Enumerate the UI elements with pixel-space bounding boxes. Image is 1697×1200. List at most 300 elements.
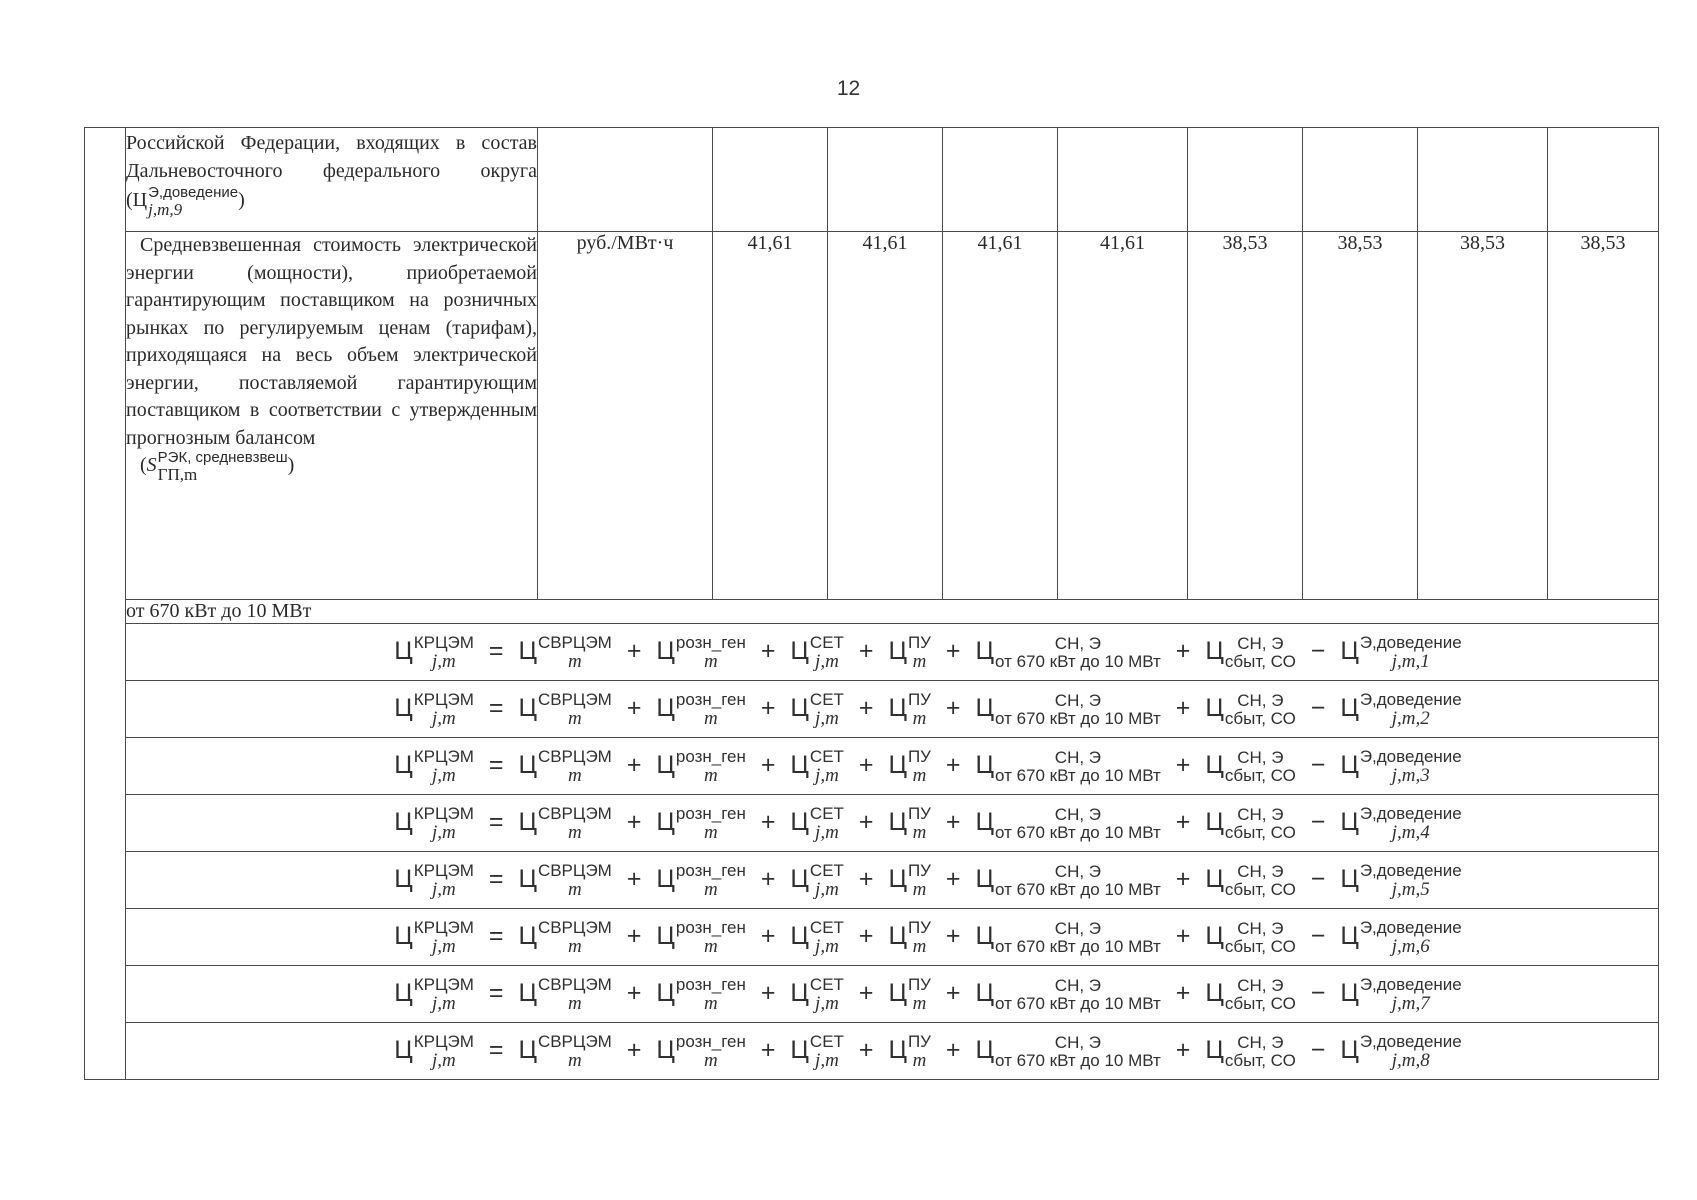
price-formula	[322, 1033, 1462, 1070]
empty-cell	[1188, 128, 1303, 232]
formula-term-t7-base: Ц	[1340, 807, 1359, 836]
formula-term-plus: +	[945, 921, 961, 950]
formula-term-plus: +	[760, 864, 776, 893]
formula-term-t7-sub: j,m,4	[1391, 821, 1430, 843]
formula-term-t4-sub: m	[912, 992, 927, 1014]
formula-term-t5-sup: СН, Э	[1054, 747, 1102, 767]
formula-term-t6-base: Ц	[1205, 1035, 1224, 1064]
formula-term-t2-sub: m	[704, 1049, 718, 1071]
formula-term-t1-base: Ц	[518, 1035, 537, 1064]
formula-term-t3-base: Ц	[790, 750, 809, 779]
formula-term-minus: −	[1310, 978, 1326, 1007]
formula-term-t6-sup: СН, Э	[1237, 747, 1284, 767]
formula-term-lhs-sup: КРЦЭМ	[413, 803, 474, 823]
formula-term-t6-sub: сбыт, СО	[1224, 708, 1296, 728]
formula-term-t6-sup: СН, Э	[1237, 633, 1284, 653]
formula-term-t5-base: Ц	[975, 807, 994, 836]
empty-cell	[538, 128, 713, 232]
formula-term-t1-sub: m	[568, 935, 582, 957]
formula-term-plus: +	[1175, 1035, 1191, 1064]
formula-sup: Э,доведение	[148, 184, 239, 201]
formula-term-t2-base: Ц	[656, 750, 675, 779]
formula-term-t3-base: Ц	[790, 693, 809, 722]
formula-term-plus: +	[626, 921, 642, 950]
formula-term-t6-sup: СН, Э	[1237, 1032, 1284, 1052]
formula-cell	[126, 681, 1659, 738]
formula-term-lhs-sub: j,m	[431, 764, 456, 786]
formula-term-t4-sup: ПУ	[907, 746, 931, 766]
formula-term-eq: =	[488, 750, 504, 779]
formula-term-t3-sub: j,m	[815, 821, 839, 843]
formula-term-plus: +	[760, 921, 776, 950]
formula-term-lhs-base: Ц	[394, 1035, 413, 1064]
empty-cell	[943, 128, 1058, 232]
continued-row	[85, 128, 1659, 232]
formula-term-lhs-base: Ц	[394, 921, 413, 950]
formula-term-t1-sub: m	[568, 764, 582, 786]
formula-term-t3-sup: СЕТ	[809, 974, 844, 994]
formula-term-t1-base: Ц	[518, 636, 537, 665]
formula-term-t2-sup: розн_ген	[675, 632, 746, 652]
value-cell: 41,61	[713, 232, 828, 600]
formula-cell	[126, 909, 1659, 966]
formula-term-t3-sup: СЕТ	[809, 746, 844, 766]
formula-term-plus: +	[760, 978, 776, 1007]
formula-term-t2-base: Ц	[656, 921, 675, 950]
formula-term-t1-base: Ц	[518, 864, 537, 893]
formula-term-t2-base: Ц	[656, 864, 675, 893]
formula-term-t1-base: Ц	[518, 807, 537, 836]
formula-term-plus: +	[626, 864, 642, 893]
formula-term-plus: +	[1175, 978, 1191, 1007]
empty-cell	[1418, 128, 1548, 232]
formula-term-t6-sup: СН, Э	[1237, 861, 1284, 881]
formula-term-t1-sub: m	[568, 878, 582, 900]
formula-term-plus: +	[760, 636, 776, 665]
formula-term-t7-sup: Э,доведение	[1359, 803, 1462, 823]
formula-close: )	[238, 189, 245, 212]
formula-term-t3-sup: СЕТ	[809, 803, 844, 823]
formula-term-t7-sup: Э,доведение	[1359, 689, 1462, 709]
formula-term-t6-sup: СН, Э	[1237, 804, 1284, 824]
price-formula	[322, 805, 1462, 842]
formula-term-t1-sup: СВРЦЭМ	[537, 974, 612, 994]
cost-description	[126, 232, 538, 600]
formula-term-plus: +	[626, 636, 642, 665]
formula-term-t7-sub: j,m,8	[1391, 1049, 1430, 1071]
formula-term-t2-base: Ц	[656, 807, 675, 836]
formula-term-t2-sup: розн_ген	[675, 746, 746, 766]
formula-term-t7-sub: j,m,7	[1391, 992, 1430, 1014]
formula-term-t4-sup: ПУ	[907, 803, 931, 823]
value-cell: 41,61	[1058, 232, 1188, 600]
left-margin-cell	[85, 128, 126, 1080]
formula-term-t3-base: Ц	[790, 1035, 809, 1064]
formula-term-t5-sup: СН, Э	[1054, 633, 1102, 653]
formula-term-t1-base: Ц	[518, 750, 537, 779]
value-cell: 38,53	[1418, 232, 1548, 600]
formula-term-t1-base: Ц	[518, 978, 537, 1007]
formula-term-t5-sup: СН, Э	[1054, 975, 1102, 995]
section-row	[85, 600, 1659, 624]
formula-term-t4-sup: ПУ	[907, 917, 931, 937]
formula-term-t5-sup: СН, Э	[1054, 804, 1102, 824]
formula-term-t1-sup: СВРЦЭМ	[537, 1031, 612, 1051]
formula-term-t7-base: Ц	[1340, 921, 1359, 950]
formula-term-lhs-base: Ц	[394, 693, 413, 722]
formula-term-t1-sup: СВРЦЭМ	[537, 917, 612, 937]
cost-row	[85, 232, 1659, 600]
formula-term-t2-sup: розн_ген	[675, 917, 746, 937]
formula-term-lhs-base: Ц	[394, 978, 413, 1007]
formula-term-plus: +	[945, 750, 961, 779]
formula-term-t1-sub: m	[568, 707, 582, 729]
formula-term-t6-sub: сбыт, СО	[1224, 1050, 1296, 1070]
formula-term-eq: =	[488, 978, 504, 1007]
formula-term-t1-sup: СВРЦЭМ	[537, 746, 612, 766]
formula-term-t3-sup: СЕТ	[809, 689, 844, 709]
formula-term-plus: +	[1175, 921, 1191, 950]
formula-term-t2-base: Ц	[656, 1035, 675, 1064]
formula-term-plus: +	[858, 978, 874, 1007]
formula-term-minus: −	[1310, 750, 1326, 779]
formula-term-t2-sup: розн_ген	[675, 860, 746, 880]
formula-term-lhs-sup: КРЦЭМ	[413, 917, 474, 937]
formula-cell	[126, 1023, 1659, 1080]
formula-term-t1-sup: СВРЦЭМ	[537, 689, 612, 709]
formula-term-t2-sup: розн_ген	[675, 974, 746, 994]
formula-term-plus: +	[858, 636, 874, 665]
formula-term-t2-sub: m	[704, 992, 718, 1014]
formula-cell	[126, 795, 1659, 852]
formula-term-t6-sub: сбыт, СО	[1224, 936, 1296, 956]
formula-term-t4-sup: ПУ	[907, 1031, 931, 1051]
formula-term-plus: +	[1175, 750, 1191, 779]
price-formula	[322, 748, 1462, 785]
formula-term-t1-sup: СВРЦЭМ	[537, 803, 612, 823]
formula-term-t1-sup: СВРЦЭМ	[537, 632, 612, 652]
formula-term-plus: +	[626, 807, 642, 836]
formula-term-t5-sup: СН, Э	[1054, 690, 1102, 710]
formula-term-t3-base: Ц	[790, 807, 809, 836]
formula-term-plus: +	[1175, 807, 1191, 836]
formula-term-t3-base: Ц	[790, 636, 809, 665]
formula-term-t7-base: Ц	[1340, 636, 1359, 665]
formula-term-t6-sub: сбыт, СО	[1224, 822, 1296, 842]
formula-term-t5-sub: от 670 кВт до 10 МВт	[994, 651, 1161, 671]
formula-term-plus: +	[858, 864, 874, 893]
formula-term-plus: +	[945, 864, 961, 893]
formula-term-t4-sub: m	[912, 707, 927, 729]
formula-term-t1-base: Ц	[518, 693, 537, 722]
formula-term-t5-sub: от 670 кВт до 10 МВт	[994, 1050, 1161, 1070]
formula-term-lhs-base: Ц	[394, 807, 413, 836]
formula-term-t2-sub: m	[704, 764, 718, 786]
formula-term-lhs-base: Ц	[394, 750, 413, 779]
formula-term-t5-sub: от 670 кВт до 10 МВт	[994, 879, 1161, 899]
formula-term-t5-base: Ц	[975, 978, 994, 1007]
formula-term-t2-sub: m	[704, 935, 718, 957]
formula-term-t1-sub: m	[568, 992, 582, 1014]
formula-term-t6-base: Ц	[1205, 864, 1224, 893]
price-formula	[322, 976, 1462, 1013]
formula-term-t3-sub: j,m	[815, 935, 839, 957]
formula-term-t7-sub: j,m,5	[1391, 878, 1430, 900]
formula-term-t4-sub: m	[912, 935, 927, 957]
formula-term-t6-sup: СН, Э	[1237, 690, 1284, 710]
value-cell: 41,61	[943, 232, 1058, 600]
formula-term-t2-base: Ц	[656, 693, 675, 722]
formula-term-t4-base: Ц	[888, 1035, 907, 1064]
formula-term-minus: −	[1310, 864, 1326, 893]
formula-term-plus: +	[945, 1035, 961, 1064]
formula-term-t7-sub: j,m,6	[1391, 935, 1430, 957]
formula-term-t4-sup: ПУ	[907, 689, 931, 709]
formula-sub: j,m,9	[148, 200, 183, 219]
formula-term-minus: −	[1310, 636, 1326, 665]
formula-term-t4-sub: m	[912, 1049, 927, 1071]
formula-term-lhs-sup: КРЦЭМ	[413, 689, 474, 709]
cost-text: Средневзвешенная стоимость электрической энергии (мощности), приобретаемой гарантирующим поставщиком на розничных рынках по регулируемым ценам (тарифам), приходящаяся на весь объем электрической энергии, поставляемой гарантирующим поставщиком в соответствии с утвержденным прогнозным балансом	[126, 234, 537, 449]
formula-term-plus: +	[1175, 864, 1191, 893]
formula-term-lhs-sup: КРЦЭМ	[413, 974, 474, 994]
formula-term-t4-sup: ПУ	[907, 974, 931, 994]
formula-term-t4-base: Ц	[888, 978, 907, 1007]
formula-term-t2-sub: m	[704, 821, 718, 843]
formula-term-lhs-sup: КРЦЭМ	[413, 746, 474, 766]
formula-row	[85, 909, 1659, 966]
formula-term-lhs-sub: j,m	[431, 935, 456, 957]
formula-term-lhs-sub: j,m	[431, 992, 456, 1014]
formula-term-t7-sup: Э,доведение	[1359, 860, 1462, 880]
formula-term-t3-sub: j,m	[815, 1049, 839, 1071]
formula-term-eq: =	[488, 864, 504, 893]
formula-term-plus: +	[945, 978, 961, 1007]
price-formula	[322, 919, 1462, 956]
formula-term-t7-base: Ц	[1340, 978, 1359, 1007]
formula-term-t3-sub: j,m	[815, 764, 839, 786]
formula-term-lhs-sup: КРЦЭМ	[413, 860, 474, 880]
empty-cell	[1303, 128, 1418, 232]
formula-term-t4-sub: m	[912, 764, 927, 786]
inline-formula-d9	[132, 184, 245, 219]
formula-term-t6-sub: сбыт, СО	[1224, 993, 1296, 1013]
formula-term-t7-sup: Э,доведение	[1359, 917, 1462, 937]
formula-close: )	[287, 454, 295, 477]
formula-term-t7-base: Ц	[1340, 750, 1359, 779]
formula-term-minus: −	[1310, 693, 1326, 722]
formula-term-plus: +	[858, 693, 874, 722]
formula-term-t7-base: Ц	[1340, 864, 1359, 893]
formula-term-plus: +	[760, 1035, 776, 1064]
empty-cell	[713, 128, 828, 232]
formula-term-t4-base: Ц	[888, 864, 907, 893]
price-formula	[322, 691, 1462, 728]
formula-term-plus: +	[760, 693, 776, 722]
formula-cell	[126, 966, 1659, 1023]
formula-term-plus: +	[858, 750, 874, 779]
formula-term-t5-base: Ц	[975, 1035, 994, 1064]
formula-term-t2-sub: m	[704, 707, 718, 729]
formula-term-plus: +	[858, 1035, 874, 1064]
formula-term-t4-base: Ц	[888, 636, 907, 665]
formula-row	[85, 852, 1659, 909]
formula-term-t1-sub: m	[568, 650, 582, 672]
formula-sup: РЭК, средневзвеш	[157, 449, 288, 466]
section-label: от 670 кВт до 10 МВт	[126, 600, 1659, 624]
formula-term-t3-base: Ц	[790, 864, 809, 893]
formula-term-t3-sub: j,m	[815, 650, 839, 672]
formula-term-t3-base: Ц	[790, 978, 809, 1007]
tariff-table	[84, 127, 1659, 1080]
formula-term-t5-sup: СН, Э	[1054, 1032, 1102, 1052]
formula-term-lhs-sub: j,m	[431, 821, 456, 843]
formula-term-plus: +	[1175, 636, 1191, 665]
value-cell: 38,53	[1548, 232, 1659, 600]
formula-term-t6-sub: сбыт, СО	[1224, 651, 1296, 671]
formula-term-t3-sub: j,m	[815, 878, 839, 900]
formula-row	[85, 795, 1659, 852]
formula-term-t5-sup: СН, Э	[1054, 861, 1102, 881]
formula-term-plus: +	[945, 693, 961, 722]
formula-term-t3-sub: j,m	[815, 992, 839, 1014]
formula-row	[85, 966, 1659, 1023]
formula-term-t6-sub: сбыт, СО	[1224, 879, 1296, 899]
formula-term-minus: −	[1310, 921, 1326, 950]
formula-term-t4-base: Ц	[888, 750, 907, 779]
formula-term-plus: +	[760, 807, 776, 836]
formula-term-t2-base: Ц	[656, 978, 675, 1007]
formula-term-t7-base: Ц	[1340, 1035, 1359, 1064]
formula-term-t7-sup: Э,доведение	[1359, 1031, 1462, 1051]
formula-term-minus: −	[1310, 807, 1326, 836]
formula-term-t1-sup: СВРЦЭМ	[537, 860, 612, 880]
formula-term-t6-base: Ц	[1205, 807, 1224, 836]
formula-term-t7-sub: j,m,1	[1391, 650, 1430, 672]
formula-cell	[126, 624, 1659, 681]
formula-base: S	[146, 454, 157, 477]
formula-term-lhs-base: Ц	[394, 636, 413, 665]
continued-description	[126, 128, 538, 232]
formula-term-t5-base: Ц	[975, 693, 994, 722]
formula-term-t3-sup: СЕТ	[809, 632, 844, 652]
formula-term-t2-sup: розн_ген	[675, 689, 746, 709]
formula-term-t6-sub: сбыт, СО	[1224, 765, 1296, 785]
formula-term-t6-sup: СН, Э	[1237, 975, 1284, 995]
formula-term-t2-base: Ц	[656, 636, 675, 665]
formula-row	[85, 738, 1659, 795]
formula-row	[85, 681, 1659, 738]
formula-term-eq: =	[488, 1035, 504, 1064]
formula-term-t7-sup: Э,доведение	[1359, 632, 1462, 652]
formula-term-lhs-base: Ц	[394, 864, 413, 893]
formula-term-t6-base: Ц	[1205, 978, 1224, 1007]
page-number: 12	[836, 77, 861, 100]
formula-term-eq: =	[488, 921, 504, 950]
formula-term-t7-sub: j,m,3	[1391, 764, 1430, 786]
formula-term-plus: +	[626, 693, 642, 722]
formula-term-t5-sub: от 670 кВт до 10 МВт	[994, 708, 1161, 728]
formula-term-plus: +	[1175, 693, 1191, 722]
formula-term-plus: +	[626, 978, 642, 1007]
formula-term-t5-sub: от 670 кВт до 10 МВт	[994, 765, 1161, 785]
inline-formula-s	[126, 450, 537, 483]
formula-term-t5-base: Ц	[975, 864, 994, 893]
formula-term-t2-sub: m	[704, 878, 718, 900]
formula-term-t5-base: Ц	[975, 921, 994, 950]
formula-term-t6-base: Ц	[1205, 750, 1224, 779]
formula-term-t6-sup: СН, Э	[1237, 918, 1284, 938]
formula-term-t1-base: Ц	[518, 921, 537, 950]
formula-term-t5-base: Ц	[975, 636, 994, 665]
formula-term-t4-sub: m	[912, 878, 927, 900]
formula-term-t4-base: Ц	[888, 807, 907, 836]
formula-term-t3-sup: СЕТ	[809, 1031, 844, 1051]
formula-term-plus: +	[626, 750, 642, 779]
formula-term-lhs-sub: j,m	[431, 1049, 456, 1071]
empty-cell	[828, 128, 943, 232]
formula-term-t6-base: Ц	[1205, 636, 1224, 665]
formula-term-t2-sup: розн_ген	[675, 1031, 746, 1051]
formula-term-t7-sup: Э,доведение	[1359, 746, 1462, 766]
formula-term-eq: =	[488, 807, 504, 836]
formula-base: Ц	[132, 189, 148, 212]
formula-term-plus: +	[760, 750, 776, 779]
formula-term-t4-sub: m	[912, 650, 927, 672]
price-formula	[322, 862, 1462, 899]
formula-term-t4-base: Ц	[888, 693, 907, 722]
formula-term-t5-sub: от 670 кВт до 10 МВт	[994, 993, 1161, 1013]
formula-term-t7-sub: j,m,2	[1391, 707, 1430, 729]
formula-term-lhs-sub: j,m	[431, 878, 456, 900]
formula-term-plus: +	[945, 636, 961, 665]
formula-term-lhs-sup: КРЦЭМ	[413, 1031, 474, 1051]
formula-term-t4-sup: ПУ	[907, 860, 931, 880]
continued-text: Российской Федерации, входящих в состав Дальневосточного федерального округа (	[126, 132, 537, 212]
formula-term-t2-sub: m	[704, 650, 718, 672]
formula-term-plus: +	[858, 807, 874, 836]
formula-term-lhs-sub: j,m	[431, 650, 456, 672]
formula-term-t2-sup: розн_ген	[675, 803, 746, 823]
empty-cell	[1548, 128, 1659, 232]
value-cell: 38,53	[1303, 232, 1418, 600]
formula-term-t3-sup: СЕТ	[809, 860, 844, 880]
formula-row	[85, 1023, 1659, 1080]
formula-term-t3-sub: j,m	[815, 707, 839, 729]
price-formula	[322, 634, 1462, 671]
formula-term-t4-base: Ц	[888, 921, 907, 950]
formula-term-t3-base: Ц	[790, 921, 809, 950]
formula-sub: ГП,m	[157, 465, 198, 484]
value-cell: 41,61	[828, 232, 943, 600]
formula-term-plus: +	[945, 807, 961, 836]
formula-term-plus: +	[858, 921, 874, 950]
formula-term-t5-sub: от 670 кВт до 10 МВт	[994, 936, 1161, 956]
formula-term-t1-sub: m	[568, 821, 582, 843]
formula-term-t7-base: Ц	[1340, 693, 1359, 722]
empty-cell	[1058, 128, 1188, 232]
formula-term-t5-sub: от 670 кВт до 10 МВт	[994, 822, 1161, 842]
formula-term-t3-sup: СЕТ	[809, 917, 844, 937]
formula-term-t1-sub: m	[568, 1049, 582, 1071]
formula-term-minus: −	[1310, 1035, 1326, 1064]
formula-term-lhs-sub: j,m	[431, 707, 456, 729]
value-cell: 38,53	[1188, 232, 1303, 600]
formula-row	[85, 624, 1659, 681]
formula-term-lhs-sup: КРЦЭМ	[413, 632, 474, 652]
formula-term-t4-sub: m	[912, 821, 927, 843]
formula-term-eq: =	[488, 693, 504, 722]
